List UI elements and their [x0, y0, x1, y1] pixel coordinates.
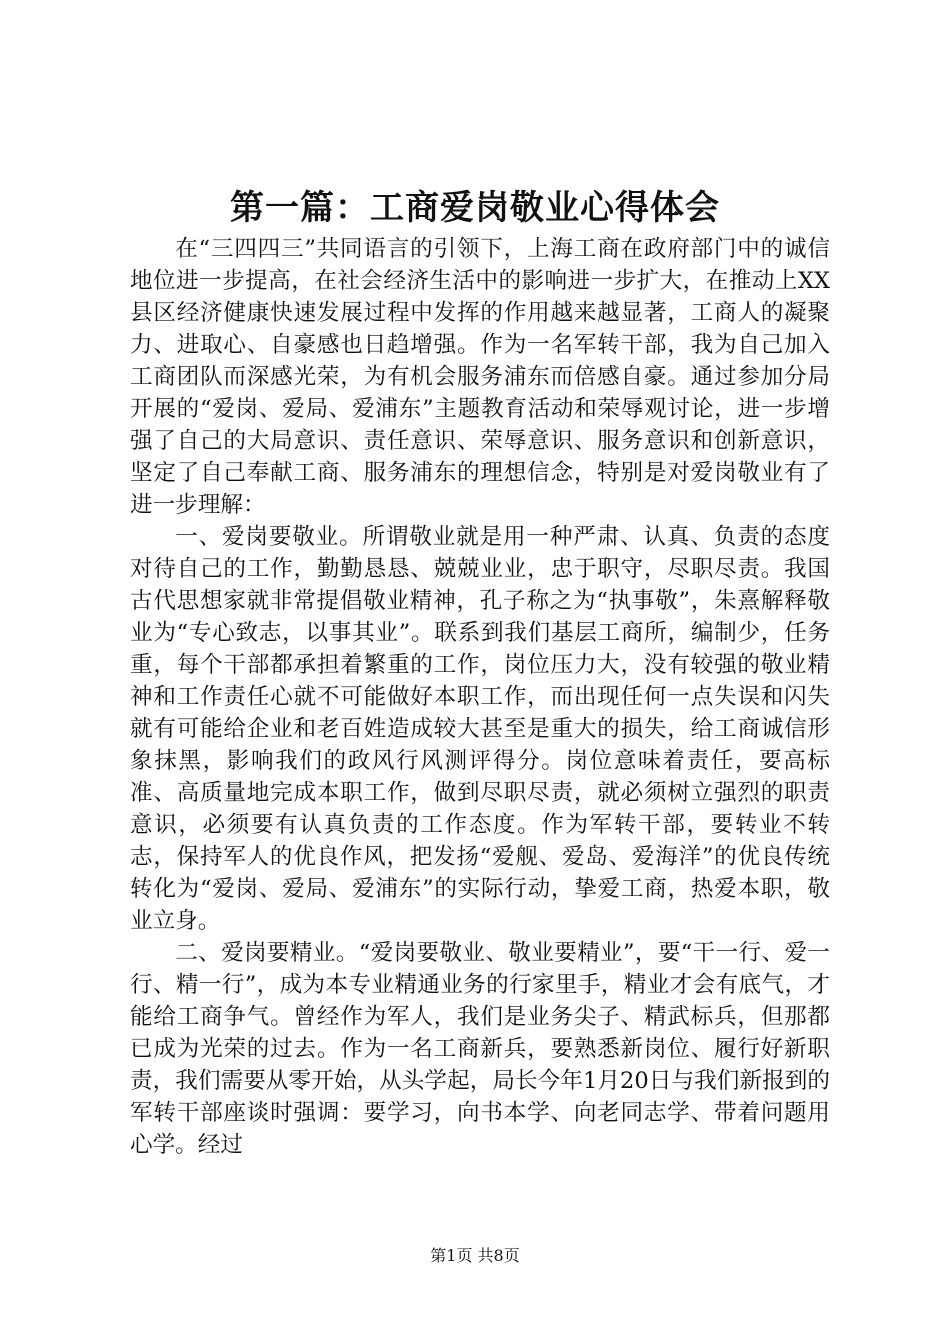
paragraph-section-1: 一、爱岗要敬业。所谓敬业就是用一种严肃、认真、负责的态度对待自己的工作，勤勤恳恳、兢兢业业，忠于职守，尽职尽责。我国古代思想家就非常提倡敬业精神，孔子称之为“执事敬”，朱熹解释敬业为“专心致志，以事其业”。联系到我们基层工商所，编制少，任务重，每个干部都承担着繁重的工作，岗位压力大，没有较强的敬业精神和工作责任心就不可能做好本职工作，而出现任何一点失误和闪失就有可能给企业和老百姓造成较大甚至是重大的损失，给工商诚信形象抹黑，影响我们的政风行风测评得分。岗位意味着责任，要高标准、高质量地完成本职工作，做到尽职尽责，就必须树立强烈的职责意识，必须要有认真负责的工作态度。作为军转干部，要转业不转志，保持军人的优良作风，把发扬“爱舰、爱岛、爱海洋”的优良传统转化为“爱岗、爱局、爱浦东”的实际行动，挚爱工商，热爱本职，敬业立身。: [130, 524, 830, 934]
document-body: [130, 233, 830, 1161]
page-number-footer: 第1页 共8页: [430, 1246, 520, 1265]
document-title: 第一篇：工商爱岗敬业心得体会: [230, 188, 720, 228]
paragraph-intro: 在“三四四三”共同语言的引领下，上海工商在政府部门中的诚信地位进一步提高，在社会经济生活中的影响进一步扩大，在推动上XX县区经济健康快速发展过程中发挥的作用越来越显著，工商人的凝聚力、进取心、自豪感也日趋增强。作为一名军转干部，我为自己加入工商团队而深感光荣，为有机会服务浦东而倍感自豪。通过参加分局开展的“爱岗、爱局、爱浦东”主题教育活动和荣辱观讨论，进一步增强了自己的大局意识、责任意识、荣辱意识、服务意识和创新意识，坚定了自己奉献工商、服务浦东的理想信念，特别是对爱岗敬业有了进一步理解：: [130, 236, 830, 518]
paragraph-section-2: 二、爱岗要精业。“爱岗要敬业、敬业要精业”，要“干一行、爱一行、精一行”，成为本专业精通业务的行家里手，精业才会有底气，才能给工商争气。曾经作为军人，我们是业务尖子、精武标兵，但那都已成为光荣的过去。作为一名工商新兵，要熟悉新岗位、履行好新职责，我们需要从零开始，从头学起，局长今年1月20日与我们新报到的军转干部座谈时强调：要学习，向书本学、向老同志学、带着问题用心学。经过: [130, 940, 830, 1158]
